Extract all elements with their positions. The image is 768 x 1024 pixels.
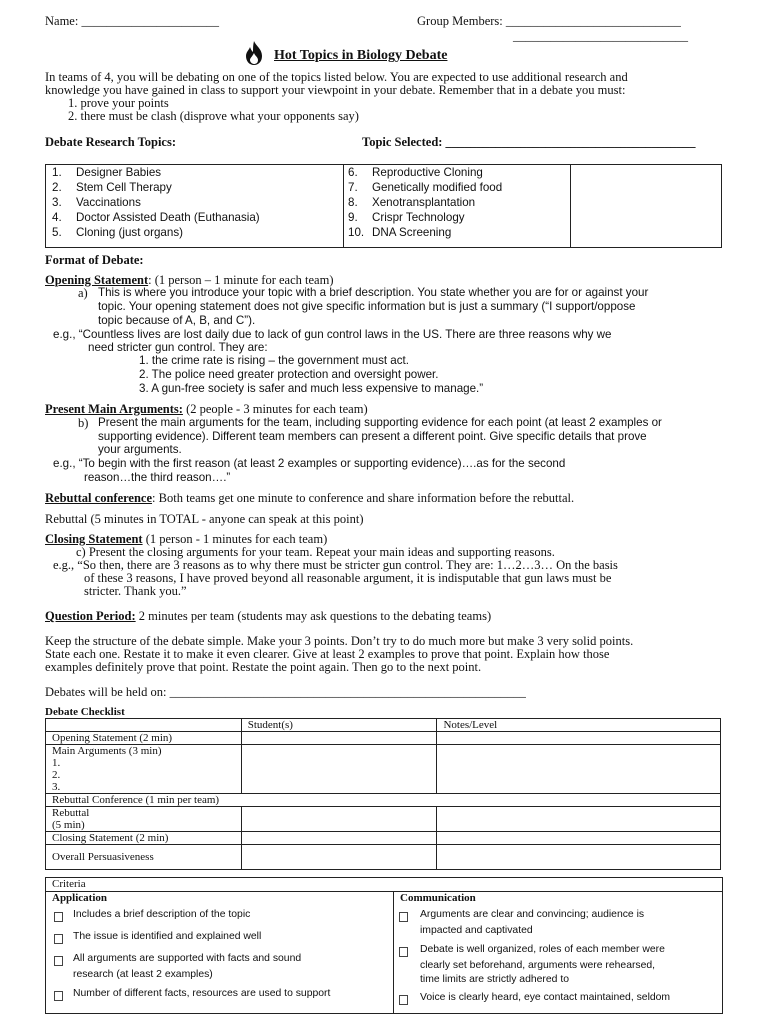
communication-item: Debate is well organized, roles of each member were (420, 944, 665, 955)
checklist-row-rebuttal-conference: Rebuttal Conference (1 min per team) (46, 794, 721, 807)
checklist-cell[interactable] (241, 845, 437, 870)
checklist-cell[interactable] (437, 845, 721, 870)
checklist-header-blank (46, 719, 242, 732)
research-topics-label: Debate Research Topics: (45, 135, 177, 149)
application-item: All arguments are supported with facts and sound (73, 953, 302, 964)
checklist-cell[interactable] (437, 832, 721, 845)
opening-reason-3: 3. A gun-free society is safer and much less expensive to manage.” (139, 382, 484, 395)
checklist-cell[interactable] (437, 732, 721, 745)
intro-item-1: 1. prove your points (68, 96, 169, 110)
checklist-row-overall: Overall Persuasiveness (46, 845, 242, 870)
present-b-line-2: supporting evidence). Different team members can present a different point. Give specific details that prove (98, 430, 647, 443)
opening-a-line-3: topic because of A, B, and C”). (98, 314, 256, 327)
rebuttal-line: Rebuttal (5 minutes in TOTAL - anyone can speak at this point) (45, 512, 364, 526)
present-arguments-heading: Present Main Arguments: (2 people - 3 minutes for each team) (45, 402, 368, 416)
topic-item: 8. Xenotransplantation (348, 196, 476, 209)
checkbox[interactable] (54, 934, 63, 944)
communication-item: impacted and captivated (420, 925, 533, 936)
topic-item: 2. Stem Cell Therapy (52, 181, 172, 194)
checklist-row-opening: Opening Statement (2 min) (46, 732, 242, 745)
group-members-line2: ____________________________ (513, 29, 688, 43)
checklist-title: Debate Checklist (45, 706, 125, 718)
present-b-line-1: Present the main arguments for the team, including supporting evidence for each point (at least 2 examples or (98, 416, 662, 429)
opening-statement-heading: Opening Statement: (1 person – 1 minute for each team) (45, 273, 334, 287)
application-item: research (at least 2 examples) (73, 969, 213, 980)
topics-table (45, 164, 722, 248)
format-heading: Format of Debate: (45, 253, 144, 267)
name-field-label: Name: ______________________ (45, 14, 219, 28)
topic-item: 1. Designer Babies (52, 166, 162, 179)
topic-item: 10. DNA Screening (348, 226, 452, 239)
topic-item: 4. Doctor Assisted Death (Euthanasia) (52, 211, 260, 224)
application-item: Includes a brief description of the topic (73, 909, 251, 920)
intro-line-2: knowledge you have gained in class to support your viewpoint in your debate. Remember that in a debate you must: (45, 83, 626, 97)
checkbox[interactable] (399, 995, 408, 1005)
advice-line-3: examples definitely prove that point. Restate the point again. Then go to the next point. (45, 660, 482, 674)
checklist-cell[interactable] (241, 807, 437, 832)
opening-reason-1: 1. the crime rate is rising – the government must act. (139, 354, 409, 367)
communication-item: Arguments are clear and convincing; audience is (420, 909, 645, 920)
criteria-box (45, 877, 723, 1014)
topic-item: 6. Reproductive Cloning (348, 166, 483, 179)
closing-statement-heading: Closing Statement (1 person - 1 minutes for each team) (45, 532, 328, 546)
checkbox[interactable] (399, 947, 408, 957)
topic-selected-field: Topic Selected: ________________________________________ (362, 135, 696, 149)
intro-line-1: In teams of 4, you will be debating on one of the topics listed below. You are expected to use additional research and (45, 70, 628, 84)
debates-held-on-field: Debates will be held on: _________________________________________________________ (45, 685, 526, 699)
opening-a-line-2: topic. Your opening statement does not give specific information but is just a summary (“I support/oppose (98, 300, 636, 313)
topic-item: 3. Vaccinations (52, 196, 141, 209)
checklist-cell[interactable] (437, 745, 721, 794)
application-heading: Application (52, 892, 108, 904)
advice-line-1: Keep the structure of the debate simple. Make your 3 points. Don’t try to do much more but make 3 very solid points. (45, 634, 634, 648)
present-b-marker: b) (78, 416, 89, 430)
communication-item: clearly set beforehand, arguments were rehearsed, (420, 960, 656, 971)
closing-example-line-3: stricter. Thank you.” (84, 584, 187, 598)
checklist-row-main-arguments: Main Arguments (3 min) 1. 2. 3. (46, 745, 242, 794)
advice-line-2: State each one. Restate it to make it even clearer. Give at least 2 examples to prove that point. Explain how those (45, 647, 610, 661)
opening-a-marker: a) (78, 286, 88, 300)
closing-c-line: c) Present the closing arguments for your team. Repeat your main ideas and supporting reasons. (76, 545, 555, 559)
communication-item: Voice is clearly heard, eye contact maintained, seldom (420, 992, 671, 1003)
flame-icon (244, 40, 264, 66)
checkbox[interactable] (399, 912, 408, 922)
closing-example-line-2: of these 3 reasons, I have proved beyond all reasonable argument, it is indisputable that gun laws must be (84, 571, 612, 585)
checklist-header-student: Student(s) (241, 719, 437, 732)
checkbox[interactable] (54, 991, 63, 1001)
communication-item: time limits are strictly adhered to (420, 974, 569, 985)
present-b-line-3: your arguments. (98, 443, 182, 456)
opening-example-line-1: e.g., “Countless lives are lost daily due to lack of gun control laws in the US. There are three reasons why we (53, 328, 612, 341)
question-period-heading: Question Period: 2 minutes per team (students may ask questions to the debating teams) (45, 609, 492, 623)
communication-heading: Communication (400, 892, 476, 904)
opening-a-line-1: This is where you introduce your topic with a brief description. You state whether you are for or against your (98, 286, 649, 299)
checkbox[interactable] (54, 912, 63, 922)
checklist-row-rebuttal: Rebuttal (5 min) (46, 807, 242, 832)
present-example-line-1: e.g., “To begin with the first reason (at least 2 examples or supporting evidence)….as for the second (53, 457, 566, 470)
page-title: Hot Topics in Biology Debate (274, 48, 448, 63)
checkbox[interactable] (54, 956, 63, 966)
checklist-cell[interactable] (241, 832, 437, 845)
application-item: The issue is identified and explained well (73, 931, 262, 942)
closing-example-line-1: e.g., “So then, there are 3 reasons as to why there must be stricter gun control. They are: 1…2…3… On the basis (53, 558, 618, 572)
rebuttal-conference-heading: Rebuttal conference: Both teams get one minute to conference and share information before the rebuttal. (45, 491, 575, 505)
opening-example-line-2: need stricter gun control. They are: (88, 341, 268, 354)
checklist-cell[interactable] (241, 745, 437, 794)
intro-item-2: 2. there must be clash (disprove what your opponents say) (68, 109, 359, 123)
topic-item: 7. Genetically modified food (348, 181, 503, 194)
group-members-label: Group Members: ____________________________ (417, 14, 681, 28)
topic-item: 5. Cloning (just organs) (52, 226, 183, 239)
checklist-header-notes: Notes/Level (437, 719, 721, 732)
debate-checklist-table (45, 718, 721, 870)
opening-reason-2: 2. The police need greater protection and oversight power. (139, 368, 439, 381)
checklist-row-closing: Closing Statement (2 min) (46, 832, 242, 845)
application-item: Number of different facts, resources are used to support (73, 988, 331, 999)
criteria-header: Criteria (46, 878, 722, 892)
present-example-line-2: reason…the third reason….” (84, 471, 231, 484)
topic-item: 9. Crispr Technology (348, 211, 465, 224)
checklist-cell[interactable] (241, 732, 437, 745)
checklist-cell[interactable] (437, 807, 721, 832)
